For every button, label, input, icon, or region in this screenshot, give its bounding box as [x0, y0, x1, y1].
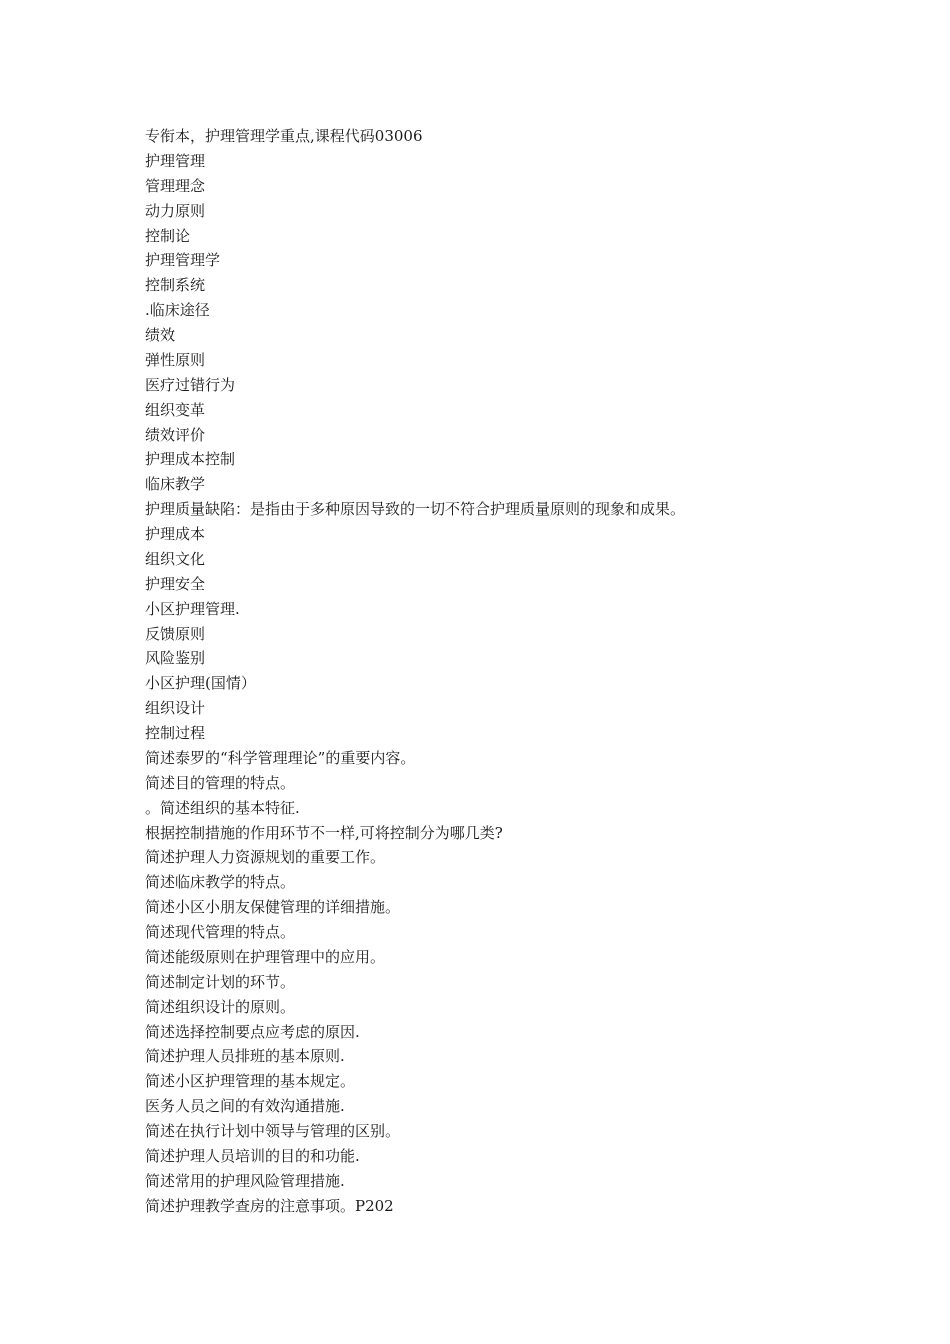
document-line: 控制系统: [145, 276, 206, 295]
document-line: 风险鉴别: [145, 649, 206, 668]
document-line: 。简述组织的基本特征.: [145, 798, 300, 817]
document-line: 医务人员之间的有效沟通措施.: [145, 1097, 345, 1116]
document-line: 简述小区护理管理的基本规定。: [145, 1072, 356, 1091]
document-line: 简述常用的护理风险管理措施.: [145, 1171, 345, 1190]
document-line: 简述护理人员培训的目的和功能.: [145, 1146, 360, 1165]
document-line: 弹性原则: [145, 350, 206, 369]
document-line: 简述选择控制要点应考虑的原因.: [145, 1022, 360, 1041]
document-title: 专衔本，护理管理学重点,课程代码03006: [145, 127, 423, 145]
document-line: 简述组织设计的原则。: [145, 997, 296, 1016]
document-line: 简述护理人力资源规划的重要工作。: [145, 848, 386, 867]
document-line: 简述制定计划的环节。: [145, 972, 296, 991]
document-line: 简述护理教学查房的注意事项。P202: [145, 1196, 394, 1215]
document-line: 反馈原则: [145, 624, 206, 643]
document-line: 护理成本控制: [145, 450, 236, 469]
document-line: 组织变革: [145, 400, 206, 419]
document-line: 简述目的管理的特点。: [145, 773, 296, 792]
document-page: [145, 124, 915, 1219]
document-line: 绩效: [145, 326, 176, 344]
document-line: 管理理念: [145, 176, 206, 195]
document-line: 简述现代管理的特点。: [145, 923, 296, 941]
document-line: 护理管理: [145, 151, 206, 170]
document-line: 护理成本: [145, 525, 206, 543]
document-line: 护理安全: [145, 574, 206, 593]
document-line: 控制论: [145, 226, 191, 245]
document-line: .临床途径: [145, 301, 210, 320]
document-line: 简述在执行计划中领导与管理的区别。: [145, 1122, 401, 1140]
document-line: 临床教学: [145, 475, 206, 494]
document-line: 组织设计: [145, 699, 206, 718]
document-line: 简述护理人员排班的基本原则.: [145, 1047, 345, 1066]
document-line: 护理质量缺陷：是指由于多种原因导致的一切不符合护理质量原则的现象和成果。: [145, 500, 686, 519]
document-line: 小区护理(国情）: [145, 674, 256, 693]
document-line: 根据控制措施的作用环节不一样,可将控制分为哪几类?: [145, 823, 503, 842]
document-line: 简述小区小朋友保健管理的详细措施。: [145, 898, 401, 917]
document-line: 医疗过错行为: [145, 375, 236, 394]
document-line: 绩效评价: [145, 425, 206, 444]
document-line: 动力原则: [145, 201, 206, 220]
document-line: 护理管理学: [145, 251, 221, 270]
document-line: 简述临床教学的特点。: [145, 873, 296, 892]
document-line: 组织文化: [145, 549, 206, 568]
document-line: 控制过程: [145, 724, 206, 742]
document-line: 简述能级原则在护理管理中的应用。: [145, 947, 386, 966]
document-line: 简述泰罗的“科学管理理论”的重要内容。: [145, 748, 416, 767]
document-line: 小区护理管理.: [145, 599, 240, 618]
